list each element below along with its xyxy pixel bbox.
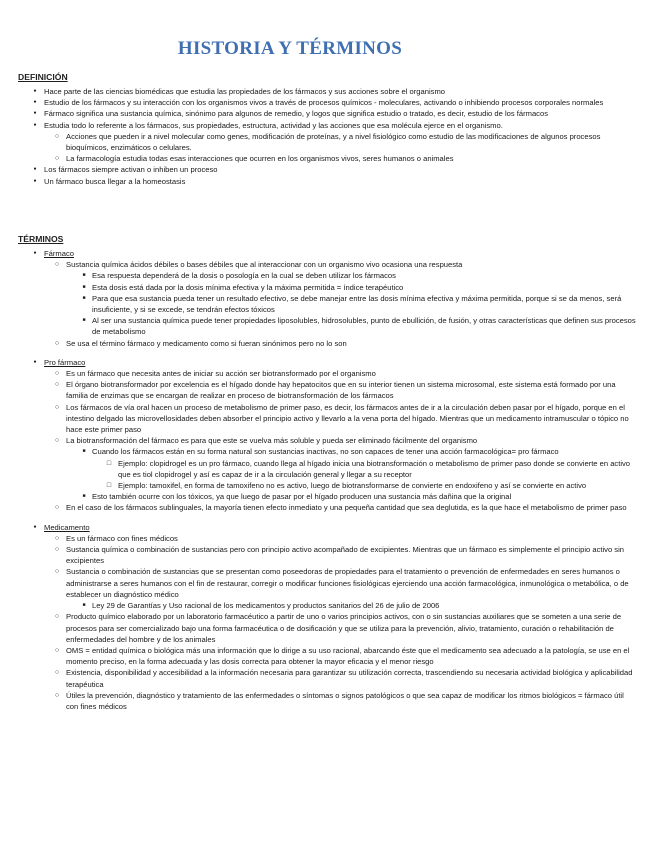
list-item: ○ Producto químico elaborado por un laboratorio farmacéutico a partir de uno o varios principios activos, con o sin sustancias auxiliares que se someten a una serie de procesos para ser comercializado bajo una forma farmacéutica o de dosificación y que se utiliza para la prevención, alivio, tratamiento, curación o rehabilitación de enfermedades del hombre y de los animales <box>0 611 655 645</box>
square-bullet-icon <box>79 293 89 304</box>
circle-bullet-icon <box>52 153 62 164</box>
document-title: HISTORIA Y TÉRMINOS <box>177 38 403 59</box>
circle-bullet-icon <box>52 533 62 544</box>
square-bullet-icon <box>79 282 89 293</box>
circle-bullet-icon <box>52 690 62 701</box>
list-item: □ Ejemplo: clopidrogel es un pro fármaco, cuando llega al hígado inicia una biotransformación o metabolismo de primer paso donde se convierte en activo que es tiol clopidrogel y así es capaz de ir a la circulación general y llegar a su receptor <box>0 458 655 480</box>
bullet-icon <box>30 357 40 368</box>
bullet-icon <box>30 522 40 533</box>
bullet-icon <box>30 176 40 187</box>
term-profarmaco: ● Pro fármaco <box>0 357 655 368</box>
list-item: ○ En el caso de los fármacos sublinguales, la mayoría tienen efecto inmediato y una pequeña cantidad que sea deglutida, es la que hace el metabolismo de primer paso <box>0 502 655 513</box>
circle-bullet-icon <box>52 611 62 622</box>
term-medicamento: ● Medicamento <box>0 522 655 533</box>
circle-bullet-icon <box>52 544 62 555</box>
list-item: ● Fármaco significa una sustancia química, sinónimo para algunos de remedio, y logos que significa estudio o tratado, es decir, estudio de los fármacos <box>0 108 655 119</box>
list-item: ○ Es un fármaco que necesita antes de iniciar su acción ser biotransformado por el organismo <box>0 368 655 379</box>
circle-bullet-icon <box>52 645 62 656</box>
list-item: ○ OMS = entidad química o biológica más una información que lo dirige a su uso racional, abarcando éste que el medicamento sea adecuado a la patología, se use en el momento preciso, en la forma adecuada y las dosis correcta para obtener la mayor eficacia y el menor riesgo <box>0 645 655 667</box>
list-item: ○ El órgano biotransformador por excelencia es el hígado donde hay hepatocitos que en su interior tienen un sistema microsomal, este sistema está formado por una familia de enzimas que se encargan de realizar en proceso de biotransformación de los fármacos <box>0 379 655 401</box>
square-bullet-icon <box>79 491 89 502</box>
list-item: ● Hace parte de las ciencias biomédicas que estudia las propiedades de los fármacos y sus acciones sobre el organismo <box>0 86 655 97</box>
circle-bullet-icon <box>52 259 62 270</box>
circle-bullet-icon <box>52 435 62 446</box>
list-item: □ Ejemplo: tamoxifel, en forma de tamoxifeno no es activo, luego de biotransformarse de convierte en endoxifeno y así se convierte en activo <box>0 480 655 491</box>
list-item: ■ Ley 29 de Garantías y Uso racional de los medicamentos y productos sanitarios del 26 de julio de 2006 <box>0 600 655 611</box>
list-item: ○ La biotransformación del fármaco es para que este se vuelva más soluble y pueda ser eliminado fácilmente del organismo <box>0 435 655 446</box>
circle-bullet-icon <box>52 402 62 413</box>
list-item: ■ Al ser una sustancia química puede tener propiedades liposolubles, hidrosolubles, punto de ebullición, de fusión, y otras características que definen sus procesos de metabolismo <box>0 315 655 337</box>
list-item: ○ Útiles la prevención, diagnóstico y tratamiento de las enfermedades o síntomas o signos patológicos o que sea capaz de modificar los ritmos biológicos = fármaco útil con fines médicos <box>0 690 655 712</box>
list-item: ■ Esa respuesta dependerá de la dosis o posología en la cual se deben utilizar los fármacos <box>0 270 655 281</box>
circle-bullet-icon <box>52 368 62 379</box>
bullet-icon <box>30 248 40 259</box>
bullet-icon <box>30 120 40 131</box>
list-item: ● Estudia todo lo referente a los fármacos, sus propiedades, estructura, actividad y las acciones que esa molécula ejerce en el organismo. <box>0 120 655 131</box>
term-farmaco: ● Fármaco <box>0 248 655 259</box>
list-item: ● Estudio de los fármacos y su interacción con los organismos vivos a través de procesos químicos - moleculares, activando o inhibiendo procesos corporales normales <box>0 97 655 108</box>
square-bullet-icon <box>79 315 89 326</box>
definicion-list <box>0 86 655 187</box>
circle-bullet-icon <box>52 566 62 577</box>
hollow-square-bullet-icon <box>104 458 114 469</box>
list-item: ○ Sustancia o combinación de sustancias que se presentan como poseedoras de propiedades para el tratamiento o prevención de enfermedades en seres humanos o administrarse a seres humanos con el fin de restaurar, corregir o modificar funciones fisiológicas ejerciendo una acción farmacológica, inmunológica o metabólica, o de establecer un diagnóstico médico <box>0 566 655 600</box>
list-item: ○ Sustancia química o combinación de sustancias pero con principio activo acompañado de excipientes. Mientras que un fármaco es simplemente el principio activo sin excipientes <box>0 544 655 566</box>
list-item: ○ Los fármacos de vía oral hacen un proceso de metabolismo de primer paso, es decir, los fármacos antes de ir a la circulación deben pasar por el hígado, porque en el intestino delgado las microvellosidades deben absorber el principio activo y llevarlo a la vena porta del hígado. Mientras que un medicamento intramuscular o tópico no hace este primer paso <box>0 402 655 436</box>
bullet-icon <box>30 86 40 97</box>
circle-bullet-icon <box>52 338 62 349</box>
list-item: ○ Existencia, disponibilidad y accesibilidad a la información necesaria para garantizar su utilización correcta, trascendiendo su necesaria actividad biológica y aplicabilidad terapéutica <box>0 667 655 689</box>
terminos-list <box>0 248 655 712</box>
list-item: ■ Esta dosis está dada por la dosis mínima efectiva y la máxima permitida = índice terapéutico <box>0 282 655 293</box>
list-item: ■ Para que esa sustancia pueda tener un resultado efectivo, se debe manejar entre las dosis mínima efectiva y máxima permitida, porque si se da menos, será insuficiente, y si se excede, se tendrán efectos tóxicos <box>0 293 655 315</box>
list-item: ● Los fármacos siempre activan o inhiben un proceso <box>0 164 655 175</box>
hollow-square-bullet-icon <box>104 480 114 491</box>
list-item: ■ Cuando los fármacos están en su forma natural son sustancias inactivas, no son capaces de tener una acción farmacológica= pro fármaco <box>0 446 655 457</box>
bullet-icon <box>30 97 40 108</box>
list-item: ○ Se usa el término fármaco y medicamento como si fueran sinónimos pero no lo son <box>0 338 655 349</box>
list-item: ○ La farmacología estudia todas esas interacciones que ocurren en los organismos vivos, seres humanos o animales <box>0 153 655 164</box>
list-item: ○ Acciones que pueden ir a nivel molecular como genes, modificación de proteínas, y a nivel fisiológico como estudio de las modificaciones de algunos procesos bioquímicos, enzimáticos o celulares. <box>0 131 655 153</box>
section-heading-definicion: DEFINICIÓN <box>18 72 68 82</box>
square-bullet-icon <box>79 600 89 611</box>
square-bullet-icon <box>79 446 89 457</box>
list-item: ○ Sustancia química ácidos débiles o bases débiles que al interaccionar con un organismo vivo ocasiona una respuesta <box>0 259 655 270</box>
square-bullet-icon <box>79 270 89 281</box>
section-heading-terminos: TÉRMINOS <box>18 234 64 244</box>
list-item: ■ Esto también ocurre con los tóxicos, ya que luego de pasar por el hígado producen una sustancia más dañina que la original <box>0 491 655 502</box>
bullet-icon <box>30 164 40 175</box>
list-item: ○ Es un fármaco con fines médicos <box>0 533 655 544</box>
list-item: ● Un fármaco busca llegar a la homeostasis <box>0 176 655 187</box>
circle-bullet-icon <box>52 502 62 513</box>
circle-bullet-icon <box>52 131 62 142</box>
circle-bullet-icon <box>52 379 62 390</box>
circle-bullet-icon <box>52 667 62 678</box>
bullet-icon <box>30 108 40 119</box>
